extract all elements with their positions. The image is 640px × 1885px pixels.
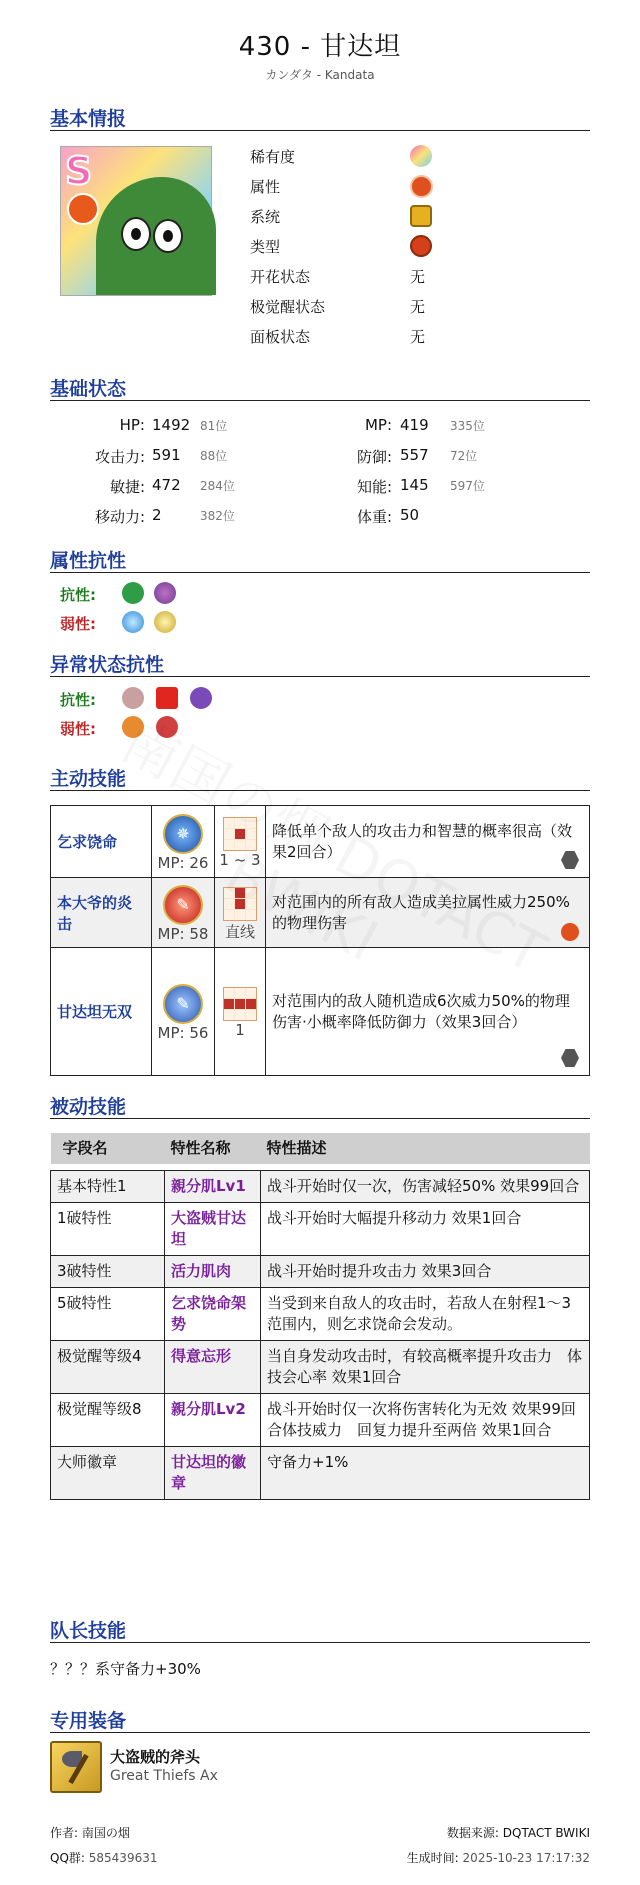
stat-label: 体重: — [356, 508, 392, 526]
skill-desc-text: 降低单个敌人的攻击力和智慧的概率很高（效果2回合） — [272, 821, 573, 861]
passive-row — [51, 1256, 590, 1288]
system-crest-icon — [410, 205, 432, 227]
passive-name: 甘达坦的徽章 — [165, 1447, 261, 1500]
col-desc: 特性描述 — [261, 1133, 590, 1164]
passive-field: 基本特性1 — [51, 1171, 165, 1203]
resist-label: 抗性: — [60, 586, 96, 604]
leader-skill-text: ？？？系守备力+30% — [50, 1660, 201, 1678]
stat-value: 145 — [400, 476, 429, 494]
author-info: 作者: 南国の烟 — [50, 1826, 130, 1840]
passive-header-row — [51, 1133, 590, 1164]
physical-hex-icon — [561, 1049, 579, 1067]
dark-element-icon — [154, 582, 176, 604]
passive-row — [51, 1203, 590, 1256]
stat-rank: 597位 — [450, 479, 485, 493]
passive-field: 5破特性 — [51, 1288, 165, 1341]
stat-value: 557 — [400, 446, 429, 464]
skill-icon-cell — [152, 878, 215, 948]
section-status-resist: 异常状态抗性 — [50, 650, 590, 677]
label-rarity: 稀有度 — [250, 148, 296, 166]
col-field: 字段名 — [51, 1133, 165, 1164]
section-leader-skill: 队长技能 — [50, 1616, 590, 1643]
passive-desc: 当自身发动攻击时，有较高概率提升攻击力 体技会心率 效果1回合 — [261, 1341, 590, 1394]
passive-desc: 战斗开始时仅一次将伤害转化为无效 效果99回合体技威力 回复力提升至两倍 效果1回合 — [261, 1394, 590, 1447]
rarity-badge: S — [65, 149, 93, 193]
skill-range: 直线 — [224, 922, 255, 941]
skill-name: 乞求饶命 — [51, 806, 152, 878]
section-element-resist: 属性抗性 — [50, 546, 590, 573]
time-info: 生成时间: 2025-10-23 17:17:32 — [406, 1851, 590, 1865]
stat-value: 472 — [152, 476, 181, 494]
wind-element-icon — [122, 582, 144, 604]
stat-label: MP: — [364, 416, 392, 434]
passive-field: 大师徽章 — [51, 1447, 165, 1500]
passive-row — [51, 1394, 590, 1447]
status-icon — [122, 716, 144, 738]
equipment-name: 大盗贼的斧头 — [110, 1748, 201, 1766]
stat-label: 攻击力: — [94, 448, 145, 466]
fire-slash-orb-icon: ✎ — [163, 885, 203, 925]
stat-value: 419 — [400, 416, 429, 434]
fire-element-icon — [561, 923, 579, 941]
skill-row — [51, 878, 590, 948]
slash-blue-orb-icon: ✎ — [163, 984, 203, 1024]
physical-hex-icon — [561, 851, 579, 869]
stat-value: 50 — [400, 506, 420, 524]
skill-description — [266, 806, 590, 878]
resist-label: 抗性: — [60, 691, 96, 709]
passive-desc: 战斗开始时仅一次，伤害减轻50% 效果99回合 — [261, 1171, 590, 1203]
left-eye-icon — [121, 217, 151, 251]
range-grid-icon — [223, 987, 257, 1021]
fire-attribute-icon — [67, 193, 99, 225]
skill-range: 1 ~ 3 — [219, 851, 261, 869]
section-basic-info: 基本情报 — [50, 104, 590, 131]
passive-desc: 战斗开始时提升攻击力 效果3回合 — [261, 1256, 590, 1288]
label-awaken: 极觉醒状态 — [250, 298, 326, 316]
skill-icon-cell — [152, 948, 215, 1076]
section-base-stats: 基础状态 — [50, 374, 590, 401]
passive-row — [51, 1447, 590, 1500]
holy-blue-orb-icon: ✵ — [163, 814, 203, 854]
label-type: 类型 — [250, 238, 281, 256]
passive-name: 得意忘形 — [165, 1341, 261, 1394]
type-attack-icon — [410, 235, 432, 257]
skill-mp: MP: 56 — [157, 1023, 209, 1042]
weak-label: 弱性: — [60, 720, 96, 738]
skill-name: 本大爷的炎击 — [51, 878, 152, 948]
stat-rank: 284位 — [200, 479, 235, 493]
range-grid-icon — [223, 887, 257, 921]
skill-description — [266, 948, 590, 1076]
passive-field: 3破特性 — [51, 1256, 165, 1288]
right-eye-icon — [153, 219, 183, 253]
equipment-name-en: Great Thiefs Ax — [110, 1768, 218, 1784]
skill-range-cell — [215, 806, 266, 878]
passive-desc: 战斗开始时大幅提升移动力 效果1回合 — [261, 1203, 590, 1256]
passive-name: 親分肌Lv2 — [165, 1394, 261, 1447]
qq-info: QQ群: 585439631 — [50, 1851, 158, 1865]
passive-desc: 守备力+1% — [261, 1447, 590, 1500]
range-grid-icon — [223, 817, 257, 851]
stat-label: HP: — [119, 416, 145, 434]
axe-icon — [50, 1741, 102, 1793]
skill-name: 甘达坦无双 — [51, 948, 152, 1076]
light-element-icon — [154, 611, 176, 633]
ice-element-icon — [122, 611, 144, 633]
active-skill-table — [50, 805, 590, 1076]
rarity-s-icon — [410, 145, 432, 167]
passive-row — [51, 1288, 590, 1341]
skill-range-cell — [215, 878, 266, 948]
stat-rank: 88位 — [200, 449, 228, 463]
status-icon — [190, 687, 212, 709]
section-active-skills: 主动技能 — [50, 764, 590, 791]
label-bloom: 开花状态 — [250, 268, 311, 286]
col-name: 特性名称 — [165, 1133, 261, 1164]
fire-attribute-icon — [410, 175, 433, 198]
stat-value: 591 — [152, 446, 181, 464]
label-attribute: 属性 — [250, 178, 281, 196]
page-title: 430 - 甘达坦 — [238, 32, 402, 62]
passive-skill-table — [50, 1133, 590, 1500]
value-bloom: 无 — [410, 268, 426, 286]
skill-description — [266, 878, 590, 948]
skill-desc-text: 对范围内的敌人随机造成6次威力50%的物理伤害·小概率降低防御力（效果3回合） — [272, 991, 570, 1031]
skill-row — [51, 948, 590, 1076]
weak-label: 弱性: — [60, 615, 96, 633]
passive-row — [51, 1341, 590, 1394]
value-panel: 无 — [410, 328, 426, 346]
passive-field: 1破特性 — [51, 1203, 165, 1256]
status-icon — [156, 716, 178, 738]
skill-mp: MP: 26 — [157, 853, 209, 872]
skill-desc-text: 对范围内的所有敌人造成美拉属性威力250%的物理伤害 — [272, 892, 570, 932]
stat-rank: 72位 — [450, 449, 478, 463]
skill-row — [51, 806, 590, 878]
skill-icon-cell — [152, 806, 215, 878]
value-awaken: 无 — [410, 298, 426, 316]
stat-value: 2 — [152, 506, 162, 524]
passive-name: 大盗贼甘达坦 — [165, 1203, 261, 1256]
section-passive-skills: 被动技能 — [50, 1092, 590, 1119]
unit-portrait — [60, 146, 212, 296]
skill-range: 1 — [235, 1021, 245, 1039]
label-system: 系统 — [250, 208, 281, 226]
skill-range-cell — [215, 948, 266, 1076]
passive-name: 乞求饶命架势 — [165, 1288, 261, 1341]
passive-desc: 当受到来自敌人的攻击时，若敌人在射程1～3范围内，则乞求饶命会发动。 — [261, 1288, 590, 1341]
stat-value: 1492 — [152, 416, 191, 434]
stat-rank: 335位 — [450, 419, 485, 433]
source-info: 数据来源: DQTACT BWIKI — [446, 1826, 590, 1840]
stat-rank: 81位 — [200, 419, 228, 433]
stat-label: 敏捷: — [109, 478, 145, 496]
section-equipment: 专用装备 — [50, 1706, 590, 1733]
passive-field: 极觉醒等级8 — [51, 1394, 165, 1447]
cross-icon — [156, 687, 178, 709]
stat-rank: 382位 — [200, 509, 235, 523]
stat-label: 移动力: — [94, 508, 145, 526]
page-subtitle: カンダタ - Kandata — [265, 68, 375, 82]
skill-mp: MP: 58 — [157, 924, 209, 943]
passive-row — [51, 1171, 590, 1203]
status-icon — [122, 687, 144, 709]
label-panel: 面板状态 — [250, 328, 311, 346]
stat-label: 知能: — [356, 478, 392, 496]
passive-field: 极觉醒等级4 — [51, 1341, 165, 1394]
passive-name: 活力肌肉 — [165, 1256, 261, 1288]
passive-name: 親分肌Lv1 — [165, 1171, 261, 1203]
stat-label: 防御: — [356, 448, 392, 466]
